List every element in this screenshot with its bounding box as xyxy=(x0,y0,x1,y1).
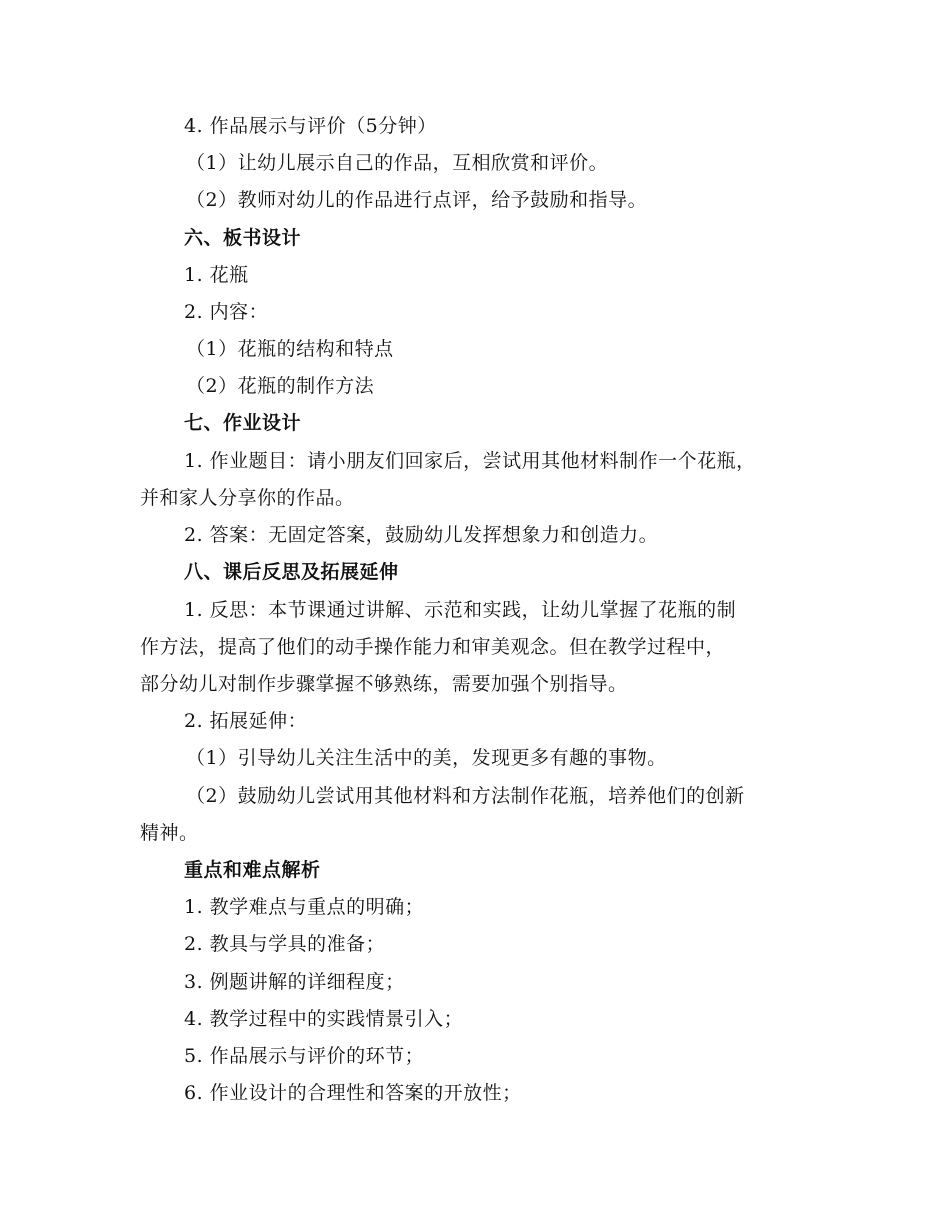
list-item: 2. 教具与学具的准备； xyxy=(184,933,386,955)
section-heading-reflection: 八、课后反思及拓展延伸 xyxy=(184,561,399,583)
paragraph-line: 1. 反思：本节课通过讲解、示范和实践，让幼儿掌握了花瓶的制 xyxy=(184,599,737,621)
paragraph-line: 1. 作业题目：请小朋友们回家后，尝试用其他材料制作一个花瓶， xyxy=(184,450,756,472)
list-item: 1. 花瓶 xyxy=(184,264,249,286)
paragraph-line: 部分幼儿对制作步骤掌握不够熟练，需要加强个别指导。 xyxy=(140,673,628,695)
sub-item: （2）鼓励幼儿尝试用其他材料和方法制作花瓶，培养他们的创新 xyxy=(186,785,745,807)
list-item: 4. 教学过程中的实践情景引入； xyxy=(184,1008,464,1030)
sub-item: （1）花瓶的结构和特点 xyxy=(186,338,394,360)
sub-item: （2）花瓶的制作方法 xyxy=(186,375,375,397)
item-4-title: 4. 作品展示与评价（5分钟） xyxy=(184,115,437,137)
sub-item-2: （2）教师对幼儿的作品进行点评，给予鼓励和指导。 xyxy=(186,189,648,211)
list-item: 6. 作业设计的合理性和答案的开放性； xyxy=(184,1082,522,1104)
section-heading-key-points: 重点和难点解析 xyxy=(184,859,321,881)
section-heading-blackboard: 六、板书设计 xyxy=(184,227,302,249)
paragraph-line: 精神。 xyxy=(140,822,199,844)
list-item: 1. 教学难点与重点的明确； xyxy=(184,896,425,918)
list-item: 5. 作品展示与评价的环节； xyxy=(184,1045,425,1067)
paragraph-line: 作方法，提高了他们的动手操作能力和审美观念。但在教学过程中， xyxy=(140,636,726,658)
paragraph-line: 2. 答案：无固定答案，鼓励幼儿发挥想象力和创造力。 xyxy=(184,524,659,546)
paragraph-line: 并和家人分享你的作品。 xyxy=(140,487,355,509)
section-heading-homework: 七、作业设计 xyxy=(184,412,302,434)
list-item: 2. 内容： xyxy=(184,301,269,323)
sub-item-1: （1）让幼儿展示自己的作品，互相欣赏和评价。 xyxy=(186,152,609,174)
list-item: 3. 例题讲解的详细程度； xyxy=(184,971,405,993)
sub-item: （1）引导幼儿关注生活中的美，发现更多有趣的事物。 xyxy=(186,747,667,769)
paragraph-line: 2. 拓展延伸： xyxy=(184,710,308,732)
